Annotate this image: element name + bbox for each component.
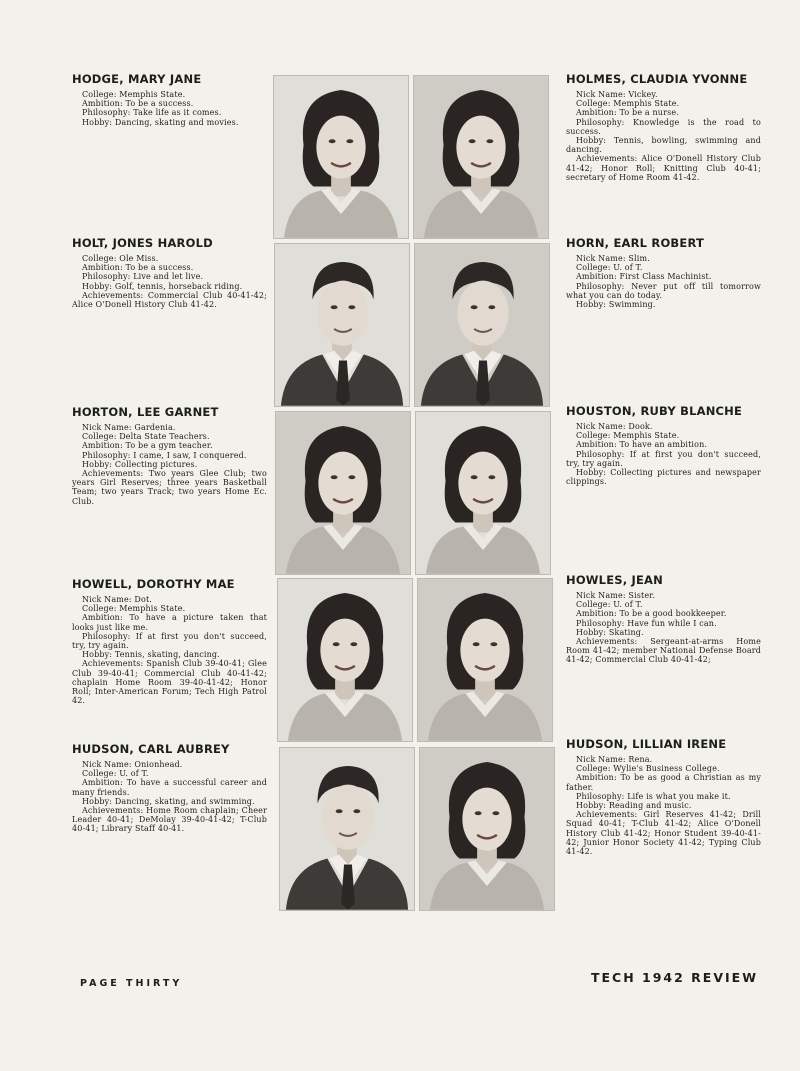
- student-name: HOUSTON, RUBY BLANCHE: [566, 404, 743, 418]
- student-detail: Nick Name: Onionhead.: [82, 760, 183, 769]
- portrait-photo: [415, 411, 551, 575]
- student-detail: Hobby: Tennis, skating, dancing.: [82, 650, 220, 660]
- portrait-photo: [414, 243, 550, 407]
- student-name: HOWELL, DOROTHY MAE: [72, 577, 235, 591]
- portrait-photo: [277, 578, 413, 742]
- student-detail: Hobby: Reading and music.: [576, 801, 692, 811]
- student-detail: Ambition: To be a gym teacher.: [82, 441, 213, 451]
- student-detail: Achievements: Two years Glee Club; two years Girl Reserves; three years Basketball Team; two years Track; two years Home Ec. Club.: [72, 469, 267, 506]
- student-detail: Achievements: Spanish Club 39-40-41; Glee Club 39-40-41; Commercial Club 40-41-42; chaplain Home Room 39-40-41-42; Honor Roll; Inter-American Forum; Tech High Patrol 42.: [72, 659, 267, 706]
- entry-houston-ruby-blanche: [566, 404, 761, 486]
- student-detail: Ambition: To have an ambition.: [576, 440, 708, 450]
- student-name: HUDSON, CARL AUBREY: [72, 742, 230, 756]
- portrait-photo: [274, 243, 410, 407]
- student-detail: Achievements: Home Room chaplain; Cheer Leader 40-41; DeMolay 39-40-41-42; T-Club 40-41; Library Staff 40-41.: [72, 806, 267, 834]
- portrait-photo: [417, 578, 553, 742]
- entry-horton-lee-garnet: [72, 405, 267, 506]
- entry-hudson-carl-aubrey: [72, 742, 267, 834]
- student-name: HOLMES, CLAUDIA YVONNE: [566, 72, 748, 86]
- student-detail: College: Wylie's Business College.: [576, 764, 720, 774]
- student-detail: Philosophy: Take life as it comes.: [82, 108, 222, 118]
- student-detail: Nick Name: Sister.: [576, 591, 656, 600]
- page-number: PAGE THIRTY: [80, 978, 183, 989]
- portrait-photo: [413, 75, 549, 239]
- publication-title: TECH 1942 REVIEW: [590, 970, 758, 985]
- student-detail: Achievements: Sergeant-at-arms Home Room 41-42; member National Defense Board 41-42; Commercial Club 40-41-42;: [566, 637, 761, 665]
- student-detail: Ambition: To be a nurse.: [576, 108, 679, 118]
- student-detail: College: Memphis State.: [576, 431, 680, 441]
- student-detail: Achievements: Commercial Club 40-41-42; Alice O'Donell History Club 41-42.: [72, 290, 267, 310]
- student-detail: Nick Name: Slim.: [576, 254, 650, 263]
- student-name: HORTON, LEE GARNET: [72, 405, 219, 419]
- student-detail: Ambition: To be a success.: [82, 99, 194, 109]
- student-detail: Hobby: Tennis, bowling, swimming and dancing.: [566, 136, 761, 155]
- student-detail: Philosophy: If at first you don't succeed, try, try again.: [72, 631, 267, 651]
- student-detail: Nick Name: Gardenia.: [82, 423, 176, 432]
- student-detail: Philosophy: Live and let live.: [82, 272, 204, 282]
- student-detail: College: U. of T.: [576, 600, 643, 610]
- student-detail: Philosophy: Have fun while I can.: [576, 618, 717, 628]
- student-detail: College: Memphis State.: [82, 604, 186, 614]
- student-detail: College: Memphis State.: [576, 99, 680, 109]
- student-detail: Nick Name: Rena.: [576, 755, 653, 764]
- student-detail: Nick Name: Dook.: [576, 422, 653, 431]
- entry-horn-earl-robert: [566, 236, 761, 309]
- student-detail: Ambition: To have a successful career and many friends.: [72, 778, 267, 797]
- student-detail: Nick Name: Dot.: [82, 595, 152, 604]
- entry-hodge-mary-jane: [72, 72, 267, 127]
- portrait-photo: [419, 747, 555, 911]
- entry-howell-dorothy-mae: [72, 577, 267, 705]
- student-detail: Ambition: To be as good a Christian as my father.: [566, 773, 761, 792]
- student-name: HODGE, MARY JANE: [72, 72, 202, 86]
- student-detail: Hobby: Dancing, skating, and swimming.: [82, 796, 255, 806]
- student-detail: Hobby: Swimming.: [576, 300, 656, 310]
- entry-hudson-lillian-irene: [566, 737, 761, 856]
- student-detail: Nick Name: Vickey.: [576, 90, 658, 99]
- student-detail: College: Delta State Teachers.: [82, 432, 210, 442]
- student-detail: Philosophy: Life is what you make it.: [576, 791, 731, 801]
- student-name: HOWLES, JEAN: [566, 573, 663, 587]
- student-name: HUDSON, LILLIAN IRENE: [566, 737, 727, 751]
- student-detail: Achievements: Alice O'Donell History Club 41-42; Honor Roll; Knitting Club 40-41; secretary of Home Room 41-42.: [566, 154, 761, 182]
- entry-holt-jones-harold: [72, 236, 267, 309]
- student-name: HORN, EARL ROBERT: [566, 236, 705, 250]
- student-detail: Hobby: Collecting pictures.: [82, 459, 198, 469]
- student-detail: College: Ole Miss.: [82, 254, 159, 263]
- entry-howles-jean: [566, 573, 761, 665]
- student-detail: Hobby: Collecting pictures and newspaper clippings.: [566, 468, 761, 487]
- student-detail: College: Memphis State.: [82, 90, 186, 99]
- student-detail: Philosophy: Knowledge is the road to success.: [566, 117, 761, 136]
- student-detail: Hobby: Dancing, skating and movies.: [82, 117, 239, 127]
- student-detail: Achievements: Girl Reserves 41-42; Drill Squad 40-41; T-Club 41-42; Alice O'Donell History Club 41-42; Honor Student 39-40-41-42; Junior Honor Society 41-42; Typing Club 41-42.: [566, 810, 761, 857]
- student-detail: College: U. of T.: [576, 263, 643, 273]
- student-detail: Hobby: Golf, tennis, horseback riding.: [82, 281, 243, 291]
- student-detail: Ambition: To have a picture taken that looks just like me.: [72, 613, 267, 632]
- portrait-photo: [279, 747, 415, 911]
- student-detail: Philosophy: Never put off till tomorrow what you can do today.: [566, 281, 761, 300]
- entry-holmes-claudia-yvonne: [566, 72, 761, 182]
- student-detail: Ambition: To be a good bookkeeper.: [576, 609, 727, 619]
- portrait-photo: [275, 411, 411, 575]
- student-detail: Philosophy: If at first you don't succeed, try, try again.: [566, 449, 761, 468]
- student-detail: Philosophy: I came, I saw, I conquered.: [82, 450, 247, 460]
- student-name: HOLT, JONES HAROLD: [72, 236, 213, 250]
- student-detail: Ambition: First Class Machinist.: [576, 272, 712, 282]
- portrait-photo: [273, 75, 409, 239]
- student-detail: Hobby: Skating.: [576, 627, 644, 637]
- student-detail: College: U. of T.: [82, 769, 149, 779]
- student-detail: Ambition: To be a success.: [82, 263, 194, 273]
